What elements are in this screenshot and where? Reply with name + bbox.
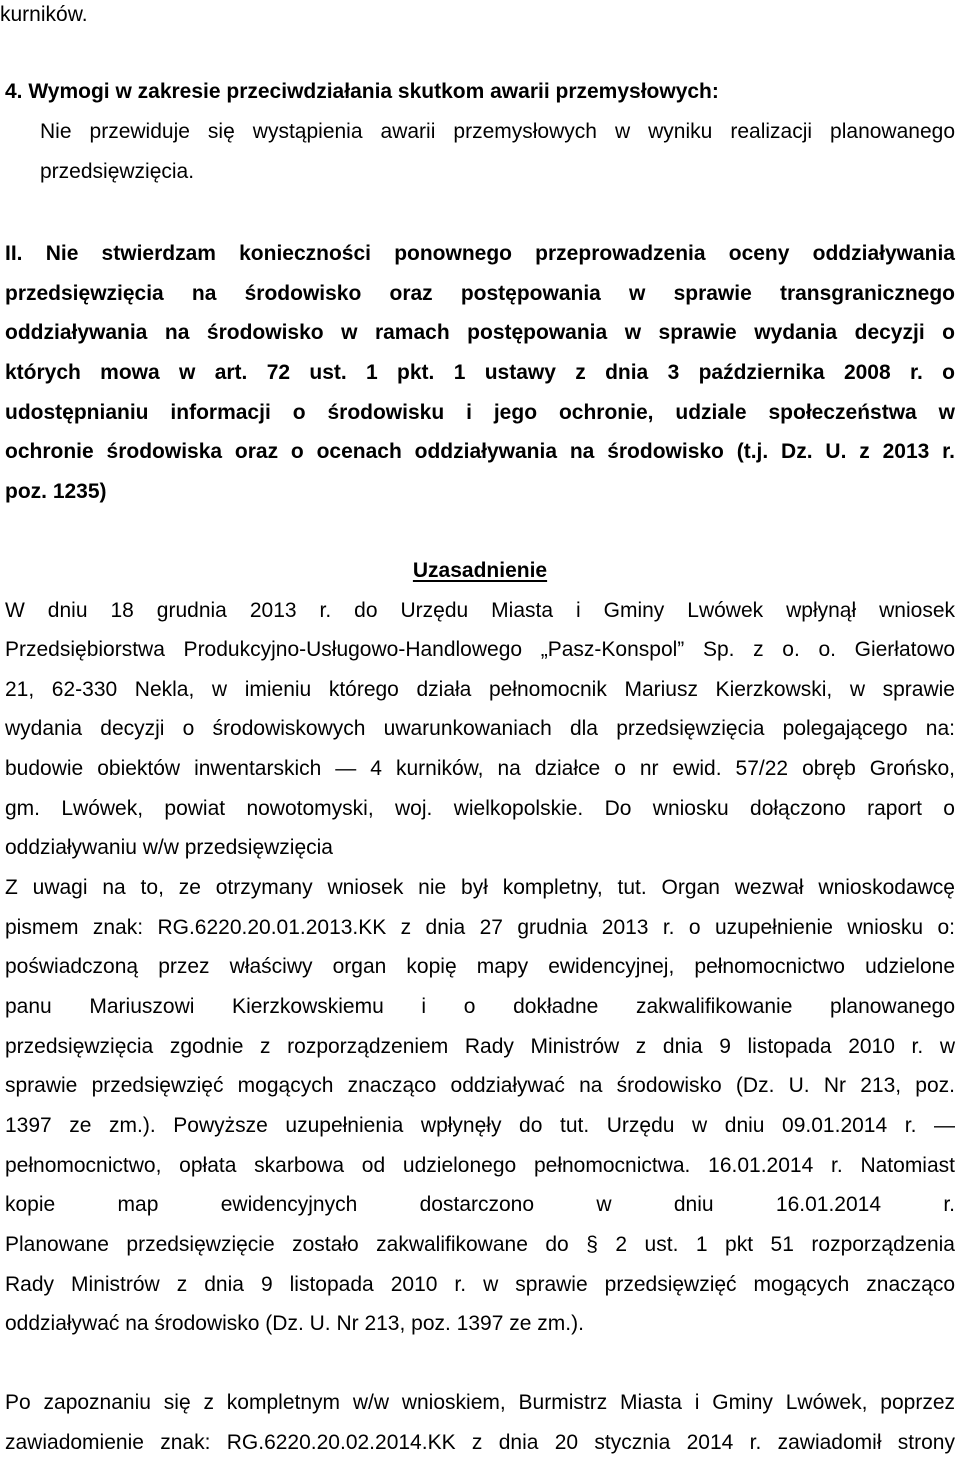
- section-2-line: udostępnianiu informacji o środowisku i jego ochronie, udziale społeczeństwa w: [5, 401, 955, 424]
- section-2-line: II. Nie stwierdzam konieczności ponownego przeprowadzenia oceny oddziaływania: [5, 242, 955, 265]
- section-4-line: przedsięwzięcia.: [40, 160, 195, 183]
- paragraph-line: poświadczoną przez właściwy organ kopię mapy ewidencyjnej, pełnomocnictwo udzielone: [5, 955, 955, 978]
- paragraph-line: gm. Lwówek, powiat nowotomyski, woj. wielkopolskie. Do wniosku dołączono raport o: [5, 797, 955, 820]
- section-2-line: przedsięwzięcia na środowisko oraz postępowania w sprawie transgranicznego: [5, 282, 955, 305]
- paragraph-line: Po zapoznaniu się z kompletnym w/w wnioskiem, Burmistrz Miasta i Gminy Lwówek, poprzez: [5, 1391, 955, 1414]
- section-4-line: Nie przewiduje się wystąpienia awarii przemysłowych w wyniku realizacji planowanego: [40, 120, 955, 143]
- paragraph-line: W dniu 18 grudnia 2013 r. do Urzędu Miasta i Gminy Lwówek wpłynął wniosek: [5, 599, 955, 622]
- paragraph-line: wydania decyzji o środowiskowych uwarunkowaniach dla przedsięwzięcia polegającego na:: [5, 717, 955, 740]
- section-2-line: ochronie środowiska oraz o ocenach oddziaływania na środowisko (t.j. Dz. U. z 2013 r.: [5, 440, 955, 463]
- section-2-line: poz. 1235): [5, 480, 107, 503]
- paragraph-line: panu Mariuszowi Kierzkowskiemu i o dokładne zakwalifikowanie planowanego: [5, 995, 955, 1018]
- paragraph-line: pełnomocnictwo, opłata skarbowa od udzielonego pełnomocnictwa. 16.01.2014 r. Natomiast: [5, 1154, 955, 1177]
- paragraph-line: przedsięwzięcia zgodnie z rozporządzeniem Rady Ministrów z dnia 9 listopada 2010 r. w: [5, 1035, 955, 1058]
- paragraph-line: oddziaływaniu w/w przedsięwzięcia: [5, 836, 333, 859]
- paragraph-line: budowie obiektów inwentarskich — 4 kurników, na działce o nr ewid. 57/22 obręb Grońsko,: [5, 757, 955, 780]
- paragraph-line: 21, 62-330 Nekla, w imieniu którego działa pełnomocnik Mariusz Kierzkowski, w sprawie: [5, 678, 955, 701]
- top-fragment: kurników.: [0, 3, 88, 26]
- paragraph-line: zawiadomienie znak: RG.6220.20.02.2014.KK z dnia 20 stycznia 2014 r. zawiadomił strony: [5, 1431, 955, 1454]
- paragraph-line: Z uwagi na to, ze otrzymany wniosek nie był kompletny, tut. Organ wezwał wnioskodawcę: [5, 876, 955, 899]
- section-2-line: oddziaływania na środowisko w ramach postępowania w sprawie wydania decyzji o: [5, 321, 955, 344]
- paragraph-line: pismem znak: RG.6220.20.01.2013.KK z dnia 27 grudnia 2013 r. o uzupełnienie wniosku o:: [5, 916, 955, 939]
- paragraph-line: 1397 ze zm.). Powyższe uzupełnienia wpłynęły do tut. Urzędu w dniu 09.01.2014 r. —: [5, 1114, 955, 1137]
- section-2-line: których mowa w art. 72 ust. 1 pkt. 1 ustawy z dnia 3 października 2008 r. o: [5, 361, 955, 384]
- paragraph-line: sprawie przedsięwzięć mogących znacząco oddziaływać na środowisko (Dz. U. Nr 213, poz.: [5, 1074, 955, 1097]
- paragraph-line: kopie map ewidencyjnych dostarczono w dniu 16.01.2014 r.: [5, 1193, 955, 1216]
- paragraph-line: Planowane przedsięwzięcie zostało zakwalifikowane do § 2 ust. 1 pkt 51 rozporządzenia: [5, 1233, 955, 1256]
- paragraph-line: Przedsiębiorstwa Produkcyjno-Usługowo-Handlowego „Pasz-Konspol” Sp. z o. o. Gierłatowo: [5, 638, 955, 661]
- paragraph-line: Rady Ministrów z dnia 9 listopada 2010 r. w sprawie przedsięwzięć mogących znacząco: [5, 1273, 955, 1296]
- paragraph-line: oddziaływać na środowisko (Dz. U. Nr 213, poz. 1397 ze zm.).: [5, 1312, 584, 1335]
- justification-heading: Uzasadnienie: [412, 559, 548, 582]
- section-4-heading: 4. Wymogi w zakresie przeciwdziałania skutkom awarii przemysłowych:: [5, 80, 719, 103]
